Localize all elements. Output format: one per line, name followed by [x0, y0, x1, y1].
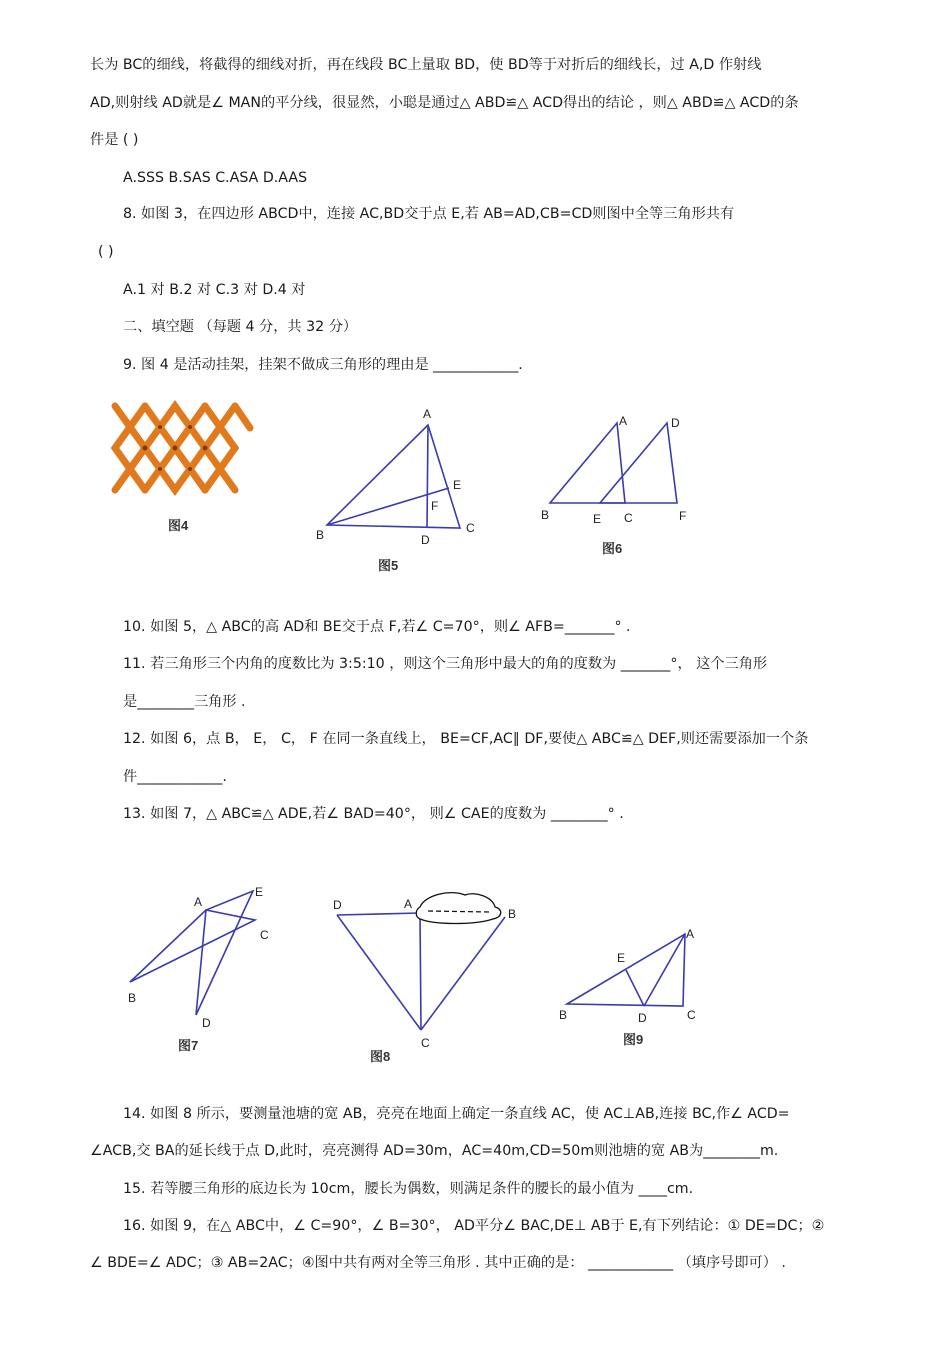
fig5-label-f: F [431, 499, 439, 513]
fig5-label-e: E [453, 478, 462, 492]
fig5-label-a: A [423, 407, 432, 421]
q16-stem: 16. 如图 9，在△ ABC中，∠ C=90°，∠ B=30°， AD平分∠ BAC,DE⊥ AB于 E,有下列结论：① DE=DC；② [123, 1218, 825, 1234]
q8-bracket: ( ) [98, 244, 114, 260]
fig6-label-f: F [679, 509, 687, 523]
fig8-caption: 图8 [370, 1049, 391, 1064]
fig6-label-d: D [671, 416, 680, 430]
fig9-label-c: C [687, 1008, 696, 1022]
figure-4 [105, 398, 265, 538]
fig5-label-c: C [466, 521, 475, 535]
q11-stem: 11. 若三角形三个内角的度数比为 3:5:10 ，则这个三角形中最大的角的度数为 _______°， 这个三角形 [123, 656, 768, 672]
q11-cont: 是________三角形 . [123, 694, 246, 710]
q14-cont: ∠ACB,交 BA的延长线于点 D,此时，亮亮测得 AD=30m，AC=40m,CD=50m则池塘的宽 AB为________m. [90, 1143, 779, 1159]
fig5-caption: 图5 [378, 558, 399, 573]
fig7-caption: 图7 [178, 1038, 199, 1053]
q16-cont: ∠ BDE=∠ ADC；③ AB=2AC；④图中共有两对全等三角形 . 其中正确的是： ____________ （填序号即可） . [90, 1255, 786, 1271]
q14-stem: 14. 如图 8 所示，要测量池塘的宽 AB，亮亮在地面上确定一条直线 AC，使 AC⊥AB,连接 BC,作∠ ACD= [123, 1106, 790, 1122]
fig8-label-a: A [404, 897, 413, 911]
section-heading: 二、填空题 （每题 4 分，共 32 分） [123, 319, 358, 335]
fig6-label-c: C [624, 511, 633, 525]
q8-stem: 8. 如图 3，在四边形 ABCD中，连接 AC,BD交于点 E,若 AB=AD,CB=CD则图中全等三角形共有 [123, 206, 735, 222]
text-line-3: 件是 ( ) [90, 132, 139, 148]
q9-stem: 9. 图 4 是活动挂架，挂架不做成三角形的理由是 ____________. [123, 357, 523, 373]
text-line-1: 长为 BC的细线，将截得的细线对折，再在线段 BC上量取 BD，使 BD等于对折后的细线长，过 A,D 作射线 [90, 57, 762, 73]
figure-5 [310, 400, 490, 580]
fig6-label-a: A [619, 414, 628, 428]
fig8-label-c: C [421, 1036, 430, 1050]
text-line-2: AD,则射线 AD就是∠ MAN的平分线，很显然，小聪是通过△ ABD≌△ ACD得出的结论 ，则△ ABD≌△ ACD的条 [90, 95, 799, 111]
figure-7 [118, 880, 288, 1060]
fig6-label-b: B [541, 508, 550, 522]
q15-stem: 15. 若等腰三角形的底边长为 10cm，腰长为偶数，则满足条件的腰长的最小值为 ____cm. [123, 1181, 694, 1197]
pond-shape [416, 893, 501, 924]
fig9-label-a: A [686, 927, 695, 941]
fig7-label-b: B [128, 991, 137, 1005]
fig7-label-d: D [202, 1016, 211, 1030]
fig5-label-b: B [316, 528, 325, 542]
q7-options: A.SSS B.SAS C.ASA D.AAS [123, 170, 308, 186]
fig4-caption: 图4 [168, 518, 189, 533]
fig8-label-b: B [508, 907, 517, 921]
q12-cont: 件____________. [123, 769, 227, 785]
q8-options: A.1 对 B.2 对 C.3 对 D.4 对 [123, 282, 306, 298]
fig7-label-a: A [194, 895, 203, 909]
fig9-label-e: E [617, 951, 626, 965]
fig9-label-b: B [559, 1008, 568, 1022]
fig9-caption: 图9 [623, 1032, 644, 1047]
fig9-label-d: D [638, 1011, 647, 1025]
figure-9 [553, 922, 703, 1052]
fig7-label-c: C [260, 928, 269, 942]
figure-8 [325, 885, 525, 1070]
fig5-label-d: D [421, 533, 430, 547]
fig8-label-d: D [333, 898, 342, 912]
fig6-caption: 图6 [602, 541, 623, 556]
hanger-image [115, 406, 250, 490]
fig7-label-e: E [255, 885, 264, 899]
q13-stem: 13. 如图 7，△ ABC≌△ ADE,若∠ BAD=40°， 则∠ CAE的度数为 ________° . [123, 806, 624, 822]
fig6-label-e: E [593, 512, 602, 526]
q12-stem: 12. 如图 6，点 B， E， C， F 在同一条直线上， BE=CF,AC∥ DF,要使△ ABC≌△ DEF,则还需要添加一个条 [123, 731, 809, 747]
figure-6 [535, 405, 700, 565]
q10-stem: 10. 如图 5，△ ABC的高 AD和 BE交于点 F,若∠ C=70°，则∠ AFB=_______° . [123, 619, 631, 635]
